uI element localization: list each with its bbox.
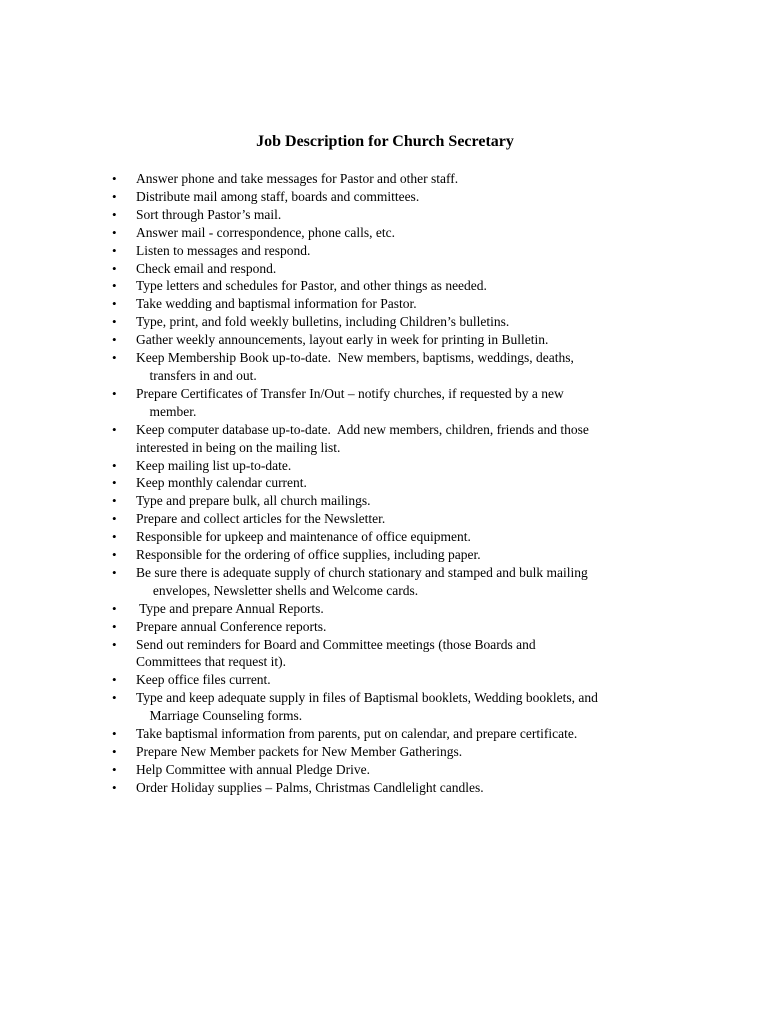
bullet-icon: • (112, 421, 117, 437)
bullet-icon: • (112, 636, 117, 652)
list-item (112, 206, 672, 224)
bullet-icon: • (112, 618, 117, 634)
list-item (112, 474, 672, 492)
bullet-icon: • (112, 278, 117, 294)
list-item (112, 224, 672, 242)
list-item-text: Keep computer database up-to-date. Add new members, children, friends and those interested in being on the mailing list. (136, 421, 589, 455)
list-item (112, 636, 672, 672)
list-item (112, 618, 672, 636)
bullet-icon: • (112, 242, 117, 258)
list-item-text: Answer mail - correspondence, phone calls, etc. (136, 224, 396, 240)
bullet-icon: • (112, 564, 117, 580)
list-item-text: Gather weekly announcements, layout early in week for printing in Bulletin. (136, 332, 549, 348)
list-item-text: Keep mailing list up-to-date. (136, 457, 292, 473)
list-item-text: Keep Membership Book up-to-date. New members, baptisms, weddings, deaths, transfers in and out. (136, 350, 574, 383)
list-item-text: Send out reminders for Board and Committee meetings (those Boards and Committees that request it). (136, 636, 536, 670)
bullet-icon: • (112, 475, 117, 491)
bullet-icon: • (112, 296, 117, 312)
list-item-text: Type letters and schedules for Pastor, and other things as needed. (136, 278, 487, 294)
bullet-icon: • (112, 457, 117, 473)
list-item-text: Type and prepare bulk, all church mailings. (136, 493, 371, 509)
bullet-icon: • (112, 332, 117, 348)
bullet-icon: • (112, 171, 117, 186)
list-item (112, 349, 672, 385)
bullet-icon: • (112, 260, 117, 276)
list-item-text: Type and keep adequate supply in files of Baptismal booklets, Wedding booklets, and Marriage Counseling forms. (136, 690, 598, 724)
list-item (112, 528, 672, 546)
list-item-text: Check email and respond. (136, 260, 277, 276)
bullet-icon: • (112, 726, 117, 742)
list-item-text: Keep office files current. (136, 672, 271, 688)
list-item (112, 510, 672, 528)
list-item (112, 761, 672, 779)
bullet-icon: • (112, 314, 117, 330)
list-item-text: Order Holiday supplies – Palms, Christmas Candlelight candles. (136, 779, 484, 795)
list-item (112, 295, 672, 313)
list-item-text: Type and prepare Annual Reports. (136, 600, 324, 616)
bullet-icon: • (112, 779, 117, 795)
list-item (112, 188, 672, 206)
bullet-icon: • (112, 600, 117, 616)
list-item-text: Prepare Certificates of Transfer In/Out – notify churches, if requested by a new member. (136, 385, 564, 419)
list-item (112, 421, 672, 457)
list-item (112, 457, 672, 475)
list-item-text: Listen to messages and respond. (136, 242, 311, 258)
bullet-icon: • (112, 350, 117, 366)
list-item-text: Take wedding and baptismal information for Pastor. (136, 296, 417, 312)
list-item-text: Answer phone and take messages for Pastor and other staff. (136, 171, 459, 186)
list-item (112, 725, 672, 743)
list-item (112, 242, 672, 260)
list-item (112, 564, 672, 600)
bullet-icon: • (112, 511, 117, 527)
bullet-icon: • (112, 224, 117, 240)
document-title: Job Description for Church Secretary (256, 133, 514, 150)
bullet-icon: • (112, 690, 117, 706)
bullet-icon: • (112, 188, 117, 204)
list-item (112, 385, 672, 421)
list-item-text: Prepare annual Conference reports. (136, 618, 327, 634)
bullet-icon: • (112, 493, 117, 509)
bullet-icon: • (112, 206, 117, 222)
list-item (112, 313, 672, 331)
bullet-icon: • (112, 529, 117, 545)
list-item (112, 277, 672, 295)
bullet-icon: • (112, 385, 117, 401)
duties-list (112, 170, 672, 797)
list-item-text: Type, print, and fold weekly bulletins, including Children’s bulletins. (136, 314, 510, 330)
list-item (112, 671, 672, 689)
list-item (112, 546, 672, 564)
bullet-icon: • (112, 547, 117, 563)
list-item-text: Help Committee with annual Pledge Drive. (136, 761, 370, 777)
list-item-text: Responsible for the ordering of office supplies, including paper. (136, 547, 481, 563)
list-item (112, 689, 672, 725)
list-item (112, 779, 672, 797)
list-item-text: Prepare and collect articles for the Newsletter. (136, 511, 386, 527)
list-item (112, 600, 672, 618)
list-item-text: Responsible for upkeep and maintenance of office equipment. (136, 529, 471, 545)
list-item-text: Sort through Pastor’s mail. (136, 206, 282, 222)
list-item (112, 492, 672, 510)
list-item-text: Prepare New Member packets for New Member Gatherings. (136, 744, 463, 759)
list-item (112, 331, 672, 349)
bullet-icon: • (112, 761, 117, 777)
list-item-text: Be sure there is adequate supply of church stationary and stamped and bulk mailing envelopes, Newsletter shells and Welcome cards. (136, 564, 588, 598)
list-item (112, 743, 672, 761)
list-item-text: Distribute mail among staff, boards and committees. (136, 188, 420, 204)
list-item (112, 170, 672, 188)
list-item-text: Keep monthly calendar current. (136, 475, 307, 491)
bullet-icon: • (112, 672, 117, 688)
list-item-text: Take baptismal information from parents, put on calendar, and prepare certificate. (136, 726, 578, 742)
bullet-icon: • (112, 744, 117, 759)
list-item (112, 260, 672, 278)
